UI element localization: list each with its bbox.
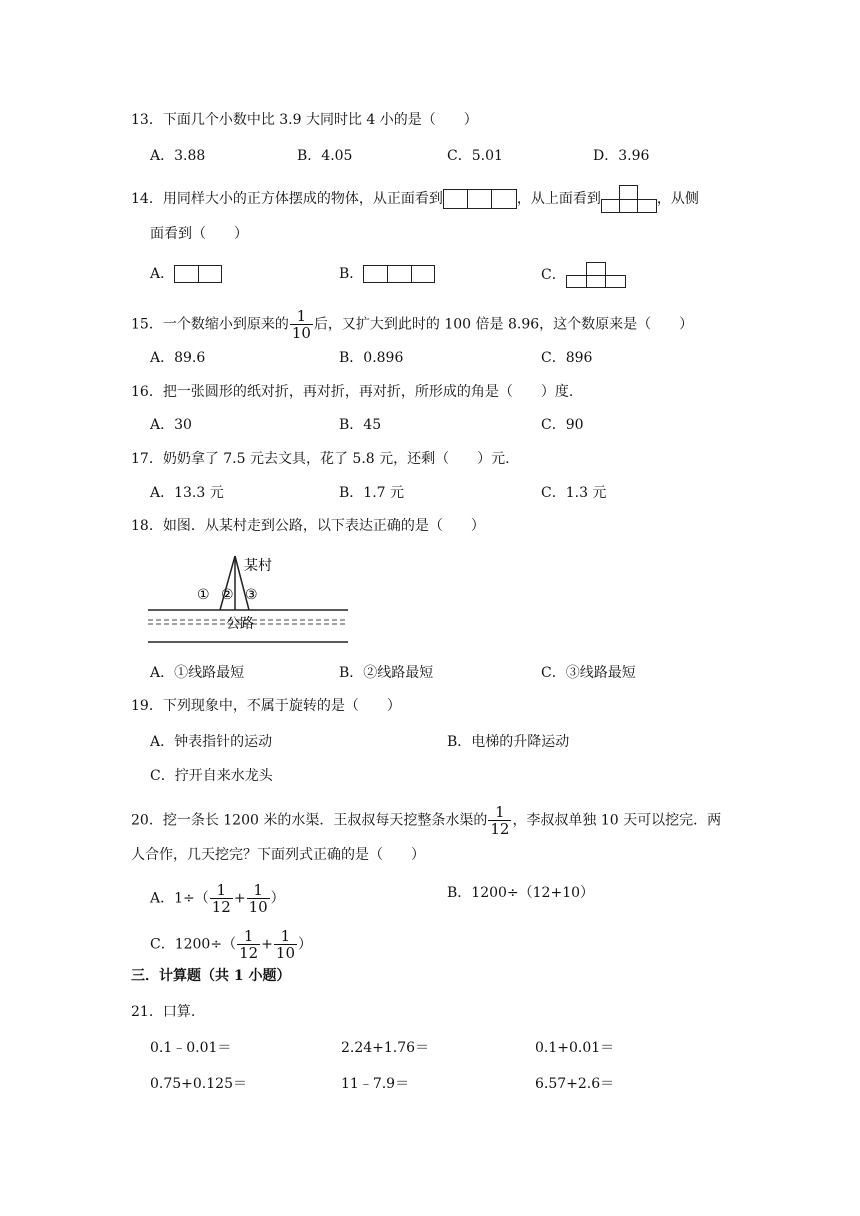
q13-option-d: D．3.96 <box>593 148 650 164</box>
calc-item-3: 0.1+0.01＝ <box>535 1040 615 1056</box>
q17-stem: 17．奶奶拿了 7.5 元去文具，花了 5.8 元，还剩（ ）元. <box>131 451 510 467</box>
q13-option-a: A．3.88 <box>150 148 206 164</box>
road-label: 公路 <box>226 616 254 632</box>
q19-stem: 19．下列现象中，不属于旋转的是（ ） <box>131 698 401 714</box>
q20-option-c <box>150 928 312 961</box>
q14-option-c <box>541 262 626 288</box>
q20-option-c-suffix: ） <box>298 936 312 953</box>
q14-option-b <box>339 264 435 284</box>
q15-stem-part-a: 15．一个数缩小到原来的 <box>131 316 289 333</box>
q19-option-c: C．拧开自来水龙头 <box>150 768 273 784</box>
fraction-numerator: 1 <box>274 928 297 945</box>
q18-stem: 18．如图．从某村走到公路，以下表达正确的是（ ） <box>131 518 485 534</box>
section-heading-calculation: 三．计算题（共 1 小题） <box>131 968 291 984</box>
route-2-label: ② <box>221 587 234 603</box>
side-view-option-a <box>174 265 222 283</box>
calc-item-2: 2.24+1.76＝ <box>341 1040 430 1056</box>
fraction-numerator: 1 <box>488 804 511 821</box>
fraction-c1 <box>237 928 260 961</box>
q20-option-a-prefix: A．1÷（ <box>150 890 209 907</box>
calc-item-4: 0.75+0.125＝ <box>150 1076 247 1092</box>
calc-item-5: 11﹣7.9＝ <box>341 1076 410 1092</box>
fraction-c2 <box>274 928 297 961</box>
q19-option-a: A．钟表指针的运动 <box>150 734 273 750</box>
q20-option-a <box>150 882 285 915</box>
q14-stem-line1 <box>131 185 699 213</box>
q20-option-a-suffix: ） <box>270 890 285 907</box>
q15-option-a: A．89.6 <box>150 350 206 366</box>
top-view-figure <box>601 185 657 213</box>
q14-option-c-label: C． <box>541 267 566 283</box>
q20-stem-part-b: ，李叔叔单独 10 天可以挖完．两 <box>512 812 722 829</box>
q17-option-a: A．13.3 元 <box>150 485 224 501</box>
fraction-denominator: 12 <box>490 820 510 838</box>
q18-option-a: A．①线路最短 <box>150 665 245 681</box>
q15-option-b: B．0.896 <box>339 350 404 366</box>
q21-stem: 21．口算. <box>131 1004 196 1020</box>
fraction-one-tenth <box>290 308 313 341</box>
q14-stem-line2: 面看到（ ） <box>150 226 248 242</box>
fraction-numerator: 1 <box>237 928 260 945</box>
plus-sign: + <box>261 936 273 953</box>
q20-stem-part-a: 20．挖一条长 1200 米的水渠．王叔叔每天挖整条水渠的 <box>131 812 488 829</box>
q16-option-b: B．45 <box>339 417 382 433</box>
q14-stem-part-b: ，从上面看到 <box>516 191 601 207</box>
route-3-label: ③ <box>245 587 258 603</box>
q20-option-c-prefix: C．1200÷（ <box>150 936 237 953</box>
q15-stem <box>131 308 693 341</box>
fraction-a2 <box>247 882 270 915</box>
fraction-denominator: 10 <box>275 944 295 962</box>
fraction-one-twelfth <box>488 804 511 837</box>
q18-option-b: B．②线路最短 <box>339 665 434 681</box>
q13-option-b: B．4.05 <box>297 148 353 164</box>
fraction-numerator: 1 <box>210 882 233 899</box>
q14-option-b-label: B． <box>339 266 364 282</box>
q13-stem: 13．下面几个小数中比 3.9 大同时比 4 小的是（ ） <box>131 112 478 128</box>
q20-option-b: B．1200÷（12+10） <box>447 885 595 901</box>
q14-option-a-label: A． <box>150 266 175 282</box>
q20-stem-line1 <box>131 804 721 837</box>
village-label: 某村 <box>244 558 272 574</box>
q17-option-b: B．1.7 元 <box>339 485 405 501</box>
calc-item-1: 0.1﹣0.01＝ <box>150 1040 232 1056</box>
fraction-denominator: 10 <box>248 898 268 916</box>
village-road-figure <box>148 552 353 647</box>
q13-option-c: C．5.01 <box>447 148 503 164</box>
q20-stem-line2: 人合作，几天挖完？下面列式正确的是（ ） <box>131 847 425 863</box>
front-view-figure <box>443 189 517 209</box>
fraction-a1 <box>210 882 233 915</box>
q18-option-c: C．③线路最短 <box>541 665 636 681</box>
q19-option-b: B．电梯的升降运动 <box>447 734 570 750</box>
fraction-denominator: 12 <box>211 898 231 916</box>
side-view-option-b <box>363 265 435 283</box>
plus-sign: + <box>233 890 246 907</box>
q15-stem-part-b: 后，又扩大到此时的 100 倍是 8.96，这个数原来是（ ） <box>313 316 694 333</box>
fraction-numerator: 1 <box>247 882 270 899</box>
q17-option-c: C．1.3 元 <box>541 485 607 501</box>
q14-stem-part-a: 14．用同样大小的正方体摆成的物体，从正面看到 <box>131 191 443 207</box>
route-1-label: ① <box>197 587 210 603</box>
fraction-denominator: 10 <box>291 324 311 342</box>
q16-stem: 16．把一张圆形的纸对折，再对折，再对折，所形成的角是（ ）度. <box>131 384 574 400</box>
fraction-numerator: 1 <box>290 308 313 325</box>
q14-stem-part-c: ，从侧 <box>656 191 699 207</box>
q15-option-c: C．896 <box>541 350 593 366</box>
q14-option-a <box>150 264 222 284</box>
side-view-option-c <box>566 262 626 288</box>
q16-option-a: A．30 <box>150 417 192 433</box>
fraction-denominator: 12 <box>239 944 259 962</box>
calc-item-6: 6.57+2.6＝ <box>535 1076 615 1092</box>
q16-option-c: C．90 <box>541 417 584 433</box>
